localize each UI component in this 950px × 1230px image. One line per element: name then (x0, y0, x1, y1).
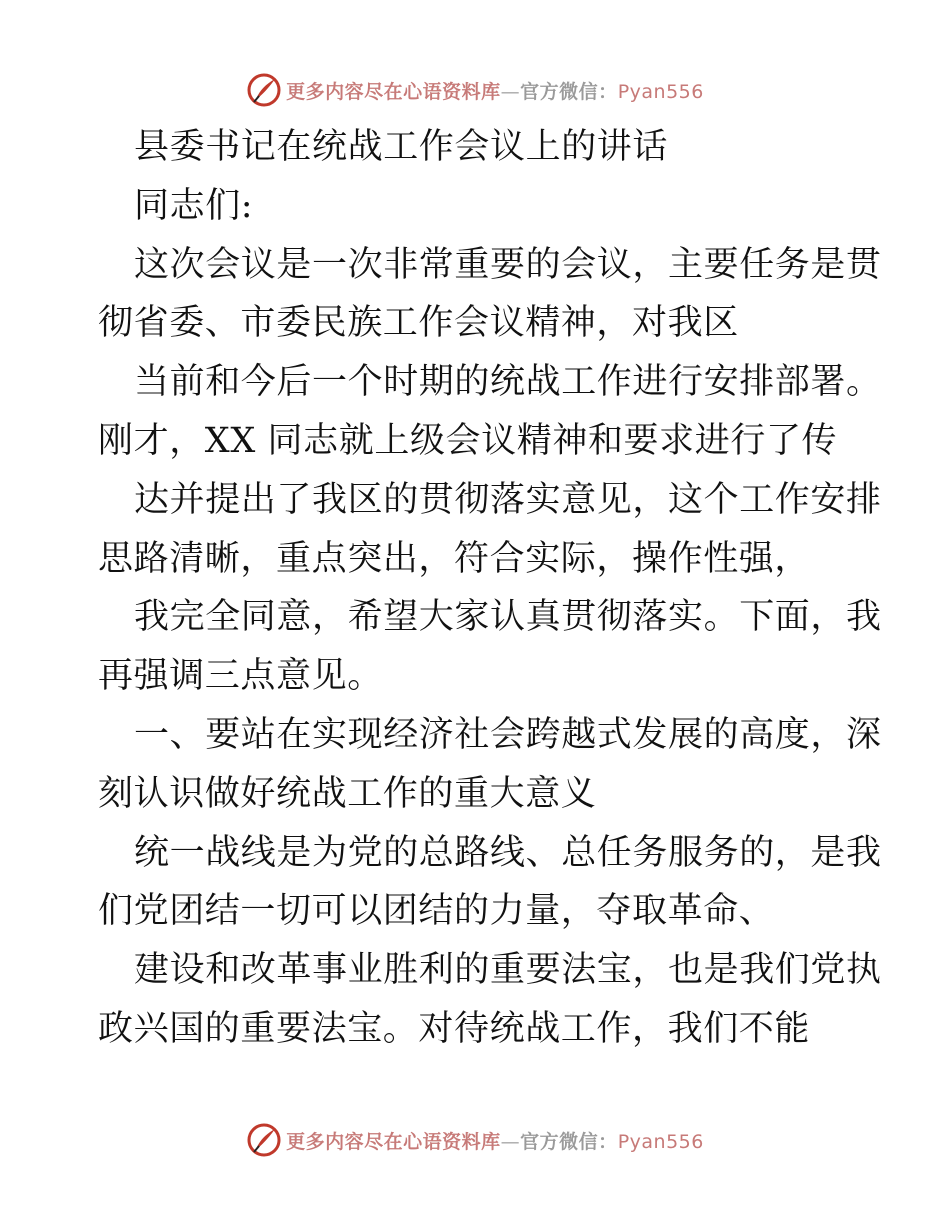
red-feather-pen-logo-icon (246, 72, 282, 108)
text-line: 刚才，XX 同志就上级会议精神和要求进行了传 (98, 420, 838, 461)
red-feather-pen-logo-icon (246, 1122, 282, 1158)
watermark-label: 官方微信： (520, 1130, 618, 1153)
footer-watermark-banner (0, 1120, 950, 1160)
document-title: 县委书记在统战工作会议上的讲话 (134, 127, 669, 167)
text-line: 达并提出了我区的贯彻落实意见，这个工作安排 (134, 479, 882, 520)
watermark-separator: — (500, 80, 521, 103)
watermark-main-text: 更多内容尽在心语资料库 (286, 1130, 501, 1153)
section-heading: 一、要站在实现经济社会跨越式发展的高度，深 (134, 714, 882, 755)
text-line: 统一战线是为党的总路线、总任务服务的，是我 (134, 832, 882, 873)
text-line: 建设和改革事业胜利的重要法宝，也是我们党执 (134, 950, 882, 991)
salutation: 同志们: (134, 185, 254, 226)
watermark-account: Pyan556 (617, 80, 704, 103)
text-line: 思路清晰，重点突出，符合实际，操作性强， (98, 538, 811, 579)
watermark-separator: — (500, 1130, 521, 1153)
text-line: 彻省委、市委民族工作会议精神，对我区 (98, 303, 739, 344)
document-body (98, 118, 882, 1059)
header-watermark-banner (0, 70, 950, 110)
watermark-text (286, 1127, 704, 1154)
watermark-main-text: 更多内容尽在心语资料库 (286, 80, 501, 103)
section-heading-continued: 刻认识做好统战工作的重大意义 (98, 773, 597, 814)
text-line: 政兴国的重要法宝。对待统战工作，我们不能 (98, 1008, 811, 1049)
watermark-text (286, 77, 704, 104)
text-line: 我完全同意，希望大家认真贯彻落实。下面，我 (134, 597, 882, 638)
text-line: 这次会议是一次非常重要的会议，主要任务是贯 (134, 244, 882, 285)
text-line: 当前和今后一个时期的统战工作进行安排部署。 (134, 362, 882, 403)
watermark-account: Pyan556 (617, 1130, 704, 1153)
watermark-label: 官方微信： (520, 80, 618, 103)
text-line: 再强调三点意见。 (98, 656, 383, 697)
text-line: 们党团结一切可以团结的力量，夺取革命、 (98, 891, 775, 932)
